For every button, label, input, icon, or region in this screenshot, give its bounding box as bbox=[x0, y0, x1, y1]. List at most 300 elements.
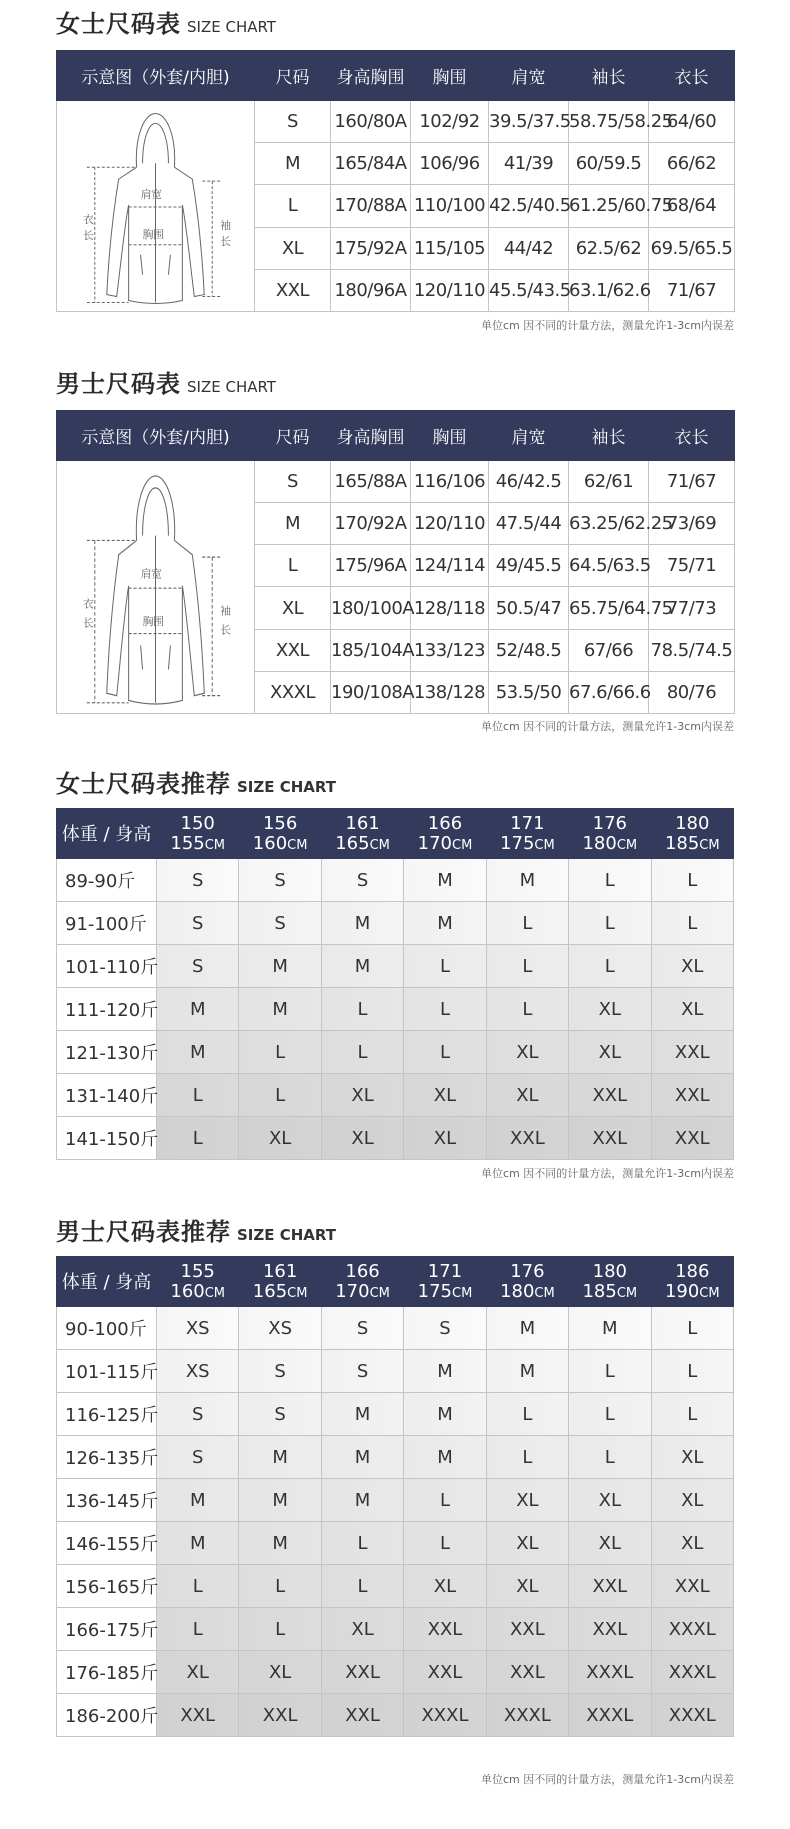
header-height-chest: 身高胸围 bbox=[331, 411, 411, 461]
table-cell: 116/106 bbox=[411, 461, 489, 503]
size-cell: XL bbox=[486, 1074, 568, 1117]
height-unit: CM bbox=[287, 1285, 308, 1301]
table-row bbox=[57, 1307, 734, 1350]
jacket-outline bbox=[136, 113, 174, 167]
size-cell: XL bbox=[569, 1522, 651, 1565]
height-unit: CM bbox=[616, 837, 638, 853]
table-cell: 120/110 bbox=[411, 503, 489, 545]
size-cell: M bbox=[486, 859, 568, 902]
diagram-label-sleeve: 袖 bbox=[220, 218, 231, 232]
table-cell: XXXL bbox=[255, 671, 331, 713]
size-cell: L bbox=[569, 1350, 651, 1393]
diagram-label-length: 衣 bbox=[82, 212, 94, 226]
diagram-label-sleeve: 长 bbox=[220, 234, 231, 248]
height-to-line bbox=[322, 834, 403, 856]
size-cell: XL bbox=[651, 1522, 733, 1565]
table-cell: 75/71 bbox=[649, 545, 735, 587]
table-row bbox=[57, 1694, 734, 1737]
table-cell: 61.25/60.75 bbox=[569, 185, 649, 227]
header-chest: 胸围 bbox=[411, 51, 489, 101]
table-header-row bbox=[57, 809, 734, 859]
size-cell: S bbox=[239, 902, 321, 945]
height-from: 171 bbox=[510, 812, 545, 834]
table-header-row bbox=[57, 1257, 734, 1307]
size-cell: XXL bbox=[321, 1694, 403, 1737]
table-cell: 62.5/62 bbox=[569, 227, 649, 269]
height-from: 161 bbox=[262, 1260, 298, 1282]
table-cell: 60/59.5 bbox=[569, 143, 649, 185]
table-cell: 66/62 bbox=[649, 143, 735, 185]
header-height-range bbox=[157, 809, 239, 859]
height-from: 176 bbox=[510, 1260, 545, 1282]
weight-cell: 116-125斤 bbox=[57, 1393, 157, 1436]
size-cell: L bbox=[404, 1479, 486, 1522]
size-cell: XL bbox=[404, 1117, 486, 1160]
size-cell: XL bbox=[651, 1479, 733, 1522]
size-cell: XL bbox=[239, 1117, 321, 1160]
table-row bbox=[57, 859, 734, 902]
height-from: 180 bbox=[675, 812, 710, 834]
size-cell: M bbox=[321, 1436, 403, 1479]
size-cell: S bbox=[239, 1393, 321, 1436]
height-from: 156 bbox=[262, 812, 298, 834]
table-cell: 42.5/40.5 bbox=[489, 185, 569, 227]
table-cell: 165/88A bbox=[331, 461, 411, 503]
size-cell: L bbox=[157, 1565, 239, 1608]
header-height-range bbox=[404, 1257, 486, 1307]
size-cell: XXL bbox=[404, 1651, 486, 1694]
size-cell: L bbox=[404, 945, 486, 988]
size-cell: XXL bbox=[569, 1117, 651, 1160]
weight-cell: 186-200斤 bbox=[57, 1694, 157, 1737]
diagram-label-sleeve: 袖 bbox=[220, 604, 231, 618]
size-cell: XXL bbox=[651, 1565, 733, 1608]
women-rec-note: 单位cm 因不同的计量方法，测量允许1-3cm内误差 bbox=[481, 1167, 734, 1180]
size-cell: XXXL bbox=[651, 1651, 733, 1694]
men-size-table bbox=[56, 410, 735, 714]
size-cell: XXXL bbox=[486, 1694, 568, 1737]
women-chart-title-en: SIZE CHART bbox=[187, 18, 276, 36]
height-to-line bbox=[157, 1282, 238, 1304]
size-cell: L bbox=[157, 1117, 239, 1160]
table-cell: 175/96A bbox=[331, 545, 411, 587]
table-cell: 69.5/65.5 bbox=[649, 227, 735, 269]
table-cell: 106/96 bbox=[411, 143, 489, 185]
height-unit: CM bbox=[699, 837, 720, 853]
table-cell: 124/114 bbox=[411, 545, 489, 587]
size-cell: S bbox=[239, 859, 321, 902]
height-from: 161 bbox=[345, 812, 380, 834]
size-cell: L bbox=[321, 988, 403, 1031]
height-unit: CM bbox=[616, 1285, 638, 1301]
header-height-range bbox=[569, 809, 651, 859]
height-from: 176 bbox=[592, 812, 627, 834]
table-cell: L bbox=[255, 185, 331, 227]
header-weight-height: 体重 / 身高 bbox=[57, 1257, 157, 1307]
height-to-line bbox=[239, 834, 320, 856]
height-to: 175 bbox=[500, 832, 535, 854]
size-cell: XXL bbox=[157, 1694, 239, 1737]
size-cell: XL bbox=[569, 1479, 651, 1522]
height-to-line bbox=[239, 1282, 320, 1304]
weight-cell: 141-150斤 bbox=[57, 1117, 157, 1160]
men-chart-title bbox=[56, 364, 276, 399]
header-sleeve: 袖长 bbox=[569, 411, 649, 461]
table-cell: 64/60 bbox=[649, 101, 735, 143]
weight-cell: 131-140斤 bbox=[57, 1074, 157, 1117]
jacket-outline bbox=[143, 488, 169, 536]
table-cell: XL bbox=[255, 227, 331, 269]
size-cell: L bbox=[404, 988, 486, 1031]
size-cell: XL bbox=[651, 945, 733, 988]
table-cell: S bbox=[255, 461, 331, 503]
table-cell: S bbox=[255, 101, 331, 143]
height-unit: CM bbox=[452, 837, 473, 853]
table-cell: 67/66 bbox=[569, 629, 649, 671]
jacket-diagram bbox=[57, 101, 254, 311]
size-cell: XXXL bbox=[651, 1608, 733, 1651]
women-rec-title bbox=[56, 764, 336, 799]
height-to: 180 bbox=[582, 832, 617, 854]
size-cell: XS bbox=[239, 1307, 321, 1350]
table-cell: 67.6/66.6 bbox=[569, 671, 649, 713]
weight-cell: 146-155斤 bbox=[57, 1522, 157, 1565]
size-cell: L bbox=[569, 1393, 651, 1436]
size-cell: M bbox=[239, 988, 321, 1031]
height-unit: CM bbox=[369, 1285, 390, 1301]
diagram-label-chest: 胸围 bbox=[142, 615, 164, 629]
size-cell: XXXL bbox=[569, 1694, 651, 1737]
table-cell: XL bbox=[255, 587, 331, 629]
weight-cell: 89-90斤 bbox=[57, 859, 157, 902]
header-diagram: 示意图（外套/内胆) bbox=[57, 411, 255, 461]
size-cell: XL bbox=[651, 1436, 733, 1479]
table-cell: 63.1/62.6 bbox=[569, 269, 649, 311]
table-cell: 73/69 bbox=[649, 503, 735, 545]
size-cell: XL bbox=[486, 1031, 568, 1074]
size-cell: M bbox=[321, 1479, 403, 1522]
height-to: 170 bbox=[417, 832, 452, 854]
men-chart-title-en: SIZE CHART bbox=[187, 378, 276, 396]
height-to: 165 bbox=[252, 1280, 288, 1302]
table-cell: 180/100A bbox=[331, 587, 411, 629]
size-cell: S bbox=[239, 1350, 321, 1393]
weight-cell: 156-165斤 bbox=[57, 1565, 157, 1608]
men-chart-note: 单位cm 因不同的计量方法，测量允许1-3cm内误差 bbox=[481, 720, 734, 733]
size-cell: M bbox=[486, 1350, 568, 1393]
weight-cell: 121-130斤 bbox=[57, 1031, 157, 1074]
size-cell: L bbox=[486, 945, 568, 988]
table-header-row bbox=[57, 51, 735, 101]
size-cell: XL bbox=[486, 1522, 568, 1565]
table-row bbox=[57, 1565, 734, 1608]
size-cell: XXL bbox=[239, 1694, 321, 1737]
table-row bbox=[57, 1608, 734, 1651]
men-rec-note: 单位cm 因不同的计量方法，测量允许1-3cm内误差 bbox=[481, 1773, 734, 1786]
size-cell: XXL bbox=[569, 1608, 651, 1651]
table-cell: 175/92A bbox=[331, 227, 411, 269]
diagram-label-shoulder: 肩宽 bbox=[140, 567, 162, 581]
men-rec-title-cn: 男士尺码表推荐 bbox=[56, 1218, 231, 1246]
height-from: 166 bbox=[427, 812, 463, 834]
table-cell: 49/45.5 bbox=[489, 545, 569, 587]
diagram-cell bbox=[57, 461, 255, 714]
size-cell: M bbox=[239, 1522, 321, 1565]
size-cell: L bbox=[651, 859, 733, 902]
table-cell: 52/48.5 bbox=[489, 629, 569, 671]
size-cell: M bbox=[486, 1307, 568, 1350]
height-unit: CM bbox=[699, 1285, 720, 1301]
weight-cell: 176-185斤 bbox=[57, 1651, 157, 1694]
table-cell: 165/84A bbox=[331, 143, 411, 185]
men-chart-title-cn: 男士尺码表 bbox=[56, 370, 181, 398]
header-height-range bbox=[239, 1257, 321, 1307]
weight-cell: 111-120斤 bbox=[57, 988, 157, 1031]
header-sleeve: 袖长 bbox=[569, 51, 649, 101]
height-to-line bbox=[322, 1282, 403, 1304]
header-height-range bbox=[651, 809, 733, 859]
height-to-line bbox=[569, 1282, 650, 1304]
table-row bbox=[57, 945, 734, 988]
header-weight-height: 体重 / 身高 bbox=[57, 809, 157, 859]
table-cell: 71/67 bbox=[649, 269, 735, 311]
women-chart-title-cn: 女士尺码表 bbox=[56, 10, 181, 38]
height-unit: CM bbox=[534, 1285, 555, 1301]
size-cell: M bbox=[404, 859, 486, 902]
size-cell: L bbox=[404, 1031, 486, 1074]
height-to-line bbox=[487, 1282, 568, 1304]
women-rec-title-en: SIZE CHART bbox=[237, 778, 337, 796]
diagram-label-length: 长 bbox=[82, 616, 94, 630]
table-cell: 110/100 bbox=[411, 185, 489, 227]
header-height-range bbox=[321, 809, 403, 859]
size-cell: XS bbox=[157, 1307, 239, 1350]
height-unit: CM bbox=[204, 1285, 226, 1301]
table-cell: 58.75/58.25 bbox=[569, 101, 649, 143]
size-cell: XXXL bbox=[651, 1694, 733, 1737]
jacket-outline bbox=[168, 255, 170, 275]
diagram-label-shoulder: 肩宽 bbox=[140, 188, 162, 202]
size-cell: XXL bbox=[321, 1651, 403, 1694]
table-cell: 47.5/44 bbox=[489, 503, 569, 545]
size-cell: L bbox=[569, 945, 651, 988]
size-cell: XL bbox=[569, 1031, 651, 1074]
size-cell: XXL bbox=[486, 1651, 568, 1694]
size-cell: L bbox=[157, 1074, 239, 1117]
size-cell: M bbox=[239, 1436, 321, 1479]
size-cell: L bbox=[486, 988, 568, 1031]
size-cell: L bbox=[239, 1608, 321, 1651]
size-cell: XL bbox=[404, 1565, 486, 1608]
size-cell: M bbox=[321, 945, 403, 988]
size-cell: M bbox=[569, 1307, 651, 1350]
height-to-line bbox=[157, 834, 238, 856]
height-to: 160 bbox=[252, 832, 288, 854]
height-to: 180 bbox=[500, 1280, 535, 1302]
size-cell: XXXL bbox=[404, 1694, 486, 1737]
table-row bbox=[57, 1031, 734, 1074]
jacket-outline bbox=[168, 646, 170, 670]
size-cell: XXL bbox=[569, 1565, 651, 1608]
size-cell: XS bbox=[157, 1350, 239, 1393]
table-cell: 62/61 bbox=[569, 461, 649, 503]
size-cell: XL bbox=[321, 1117, 403, 1160]
table-cell: 78.5/74.5 bbox=[649, 629, 735, 671]
men-rec-table bbox=[56, 1256, 734, 1737]
header-height-range bbox=[569, 1257, 651, 1307]
height-unit: CM bbox=[452, 1285, 473, 1301]
size-cell: L bbox=[486, 1393, 568, 1436]
size-cell: S bbox=[157, 1436, 239, 1479]
size-cell: M bbox=[321, 902, 403, 945]
jacket-outline bbox=[141, 646, 143, 670]
table-cell: 102/92 bbox=[411, 101, 489, 143]
women-rec-title-cn: 女士尺码表推荐 bbox=[56, 770, 231, 798]
header-height-range bbox=[486, 809, 568, 859]
size-cell: L bbox=[486, 902, 568, 945]
height-to: 170 bbox=[335, 1280, 370, 1302]
size-cell: XL bbox=[404, 1074, 486, 1117]
table-cell: 138/128 bbox=[411, 671, 489, 713]
size-cell: L bbox=[321, 1031, 403, 1074]
table-cell: 180/96A bbox=[331, 269, 411, 311]
size-cell: M bbox=[239, 1479, 321, 1522]
table-cell: 160/80A bbox=[331, 101, 411, 143]
table-cell: 185/104A bbox=[331, 629, 411, 671]
size-cell: XL bbox=[651, 988, 733, 1031]
size-cell: L bbox=[651, 902, 733, 945]
header-size: 尺码 bbox=[255, 51, 331, 101]
size-cell: M bbox=[404, 1436, 486, 1479]
jacket-diagram bbox=[57, 461, 254, 713]
table-cell: XXL bbox=[255, 269, 331, 311]
height-to-line bbox=[404, 834, 485, 856]
size-cell: XXL bbox=[651, 1031, 733, 1074]
weight-cell: 166-175斤 bbox=[57, 1608, 157, 1651]
table-cell: 128/118 bbox=[411, 587, 489, 629]
size-cell: XXL bbox=[486, 1608, 568, 1651]
table-cell: M bbox=[255, 503, 331, 545]
size-cell: L bbox=[239, 1074, 321, 1117]
size-cell: M bbox=[239, 945, 321, 988]
height-to-line bbox=[652, 834, 733, 856]
height-to-line bbox=[652, 1282, 733, 1304]
header-size: 尺码 bbox=[255, 411, 331, 461]
table-cell: 63.25/62.25 bbox=[569, 503, 649, 545]
size-cell: S bbox=[157, 902, 239, 945]
table-cell: 68/64 bbox=[649, 185, 735, 227]
size-cell: XXL bbox=[651, 1074, 733, 1117]
height-unit: CM bbox=[534, 837, 555, 853]
height-from: 155 bbox=[180, 1260, 215, 1282]
height-to: 175 bbox=[417, 1280, 452, 1302]
table-cell: 41/39 bbox=[489, 143, 569, 185]
size-cell: L bbox=[651, 1350, 733, 1393]
table-cell: 170/92A bbox=[331, 503, 411, 545]
table-cell: 46/42.5 bbox=[489, 461, 569, 503]
size-cell: L bbox=[569, 859, 651, 902]
table-cell: 80/76 bbox=[649, 671, 735, 713]
table-cell: 77/73 bbox=[649, 587, 735, 629]
table-row bbox=[57, 461, 735, 503]
size-cell: L bbox=[569, 1436, 651, 1479]
size-cell: L bbox=[651, 1307, 733, 1350]
size-cell: M bbox=[157, 1479, 239, 1522]
header-shoulder: 肩宽 bbox=[489, 411, 569, 461]
diagram-label-length: 衣 bbox=[82, 597, 94, 611]
size-cell: S bbox=[321, 1307, 403, 1350]
height-to: 160 bbox=[170, 1280, 205, 1302]
table-cell: 45.5/43.5 bbox=[489, 269, 569, 311]
height-to: 165 bbox=[335, 832, 370, 854]
women-size-table bbox=[56, 50, 735, 312]
size-cell: XXXL bbox=[569, 1651, 651, 1694]
height-to-line bbox=[404, 1282, 485, 1304]
size-cell: L bbox=[321, 1522, 403, 1565]
women-rec-table bbox=[56, 808, 734, 1160]
table-cell: 170/88A bbox=[331, 185, 411, 227]
height-to-line bbox=[569, 834, 650, 856]
header-height-range bbox=[404, 809, 486, 859]
size-cell: L bbox=[404, 1522, 486, 1565]
header-length: 衣长 bbox=[649, 411, 735, 461]
size-cell: S bbox=[157, 945, 239, 988]
table-row bbox=[57, 1117, 734, 1160]
table-header-row bbox=[57, 411, 735, 461]
table-row bbox=[57, 902, 734, 945]
table-cell: 120/110 bbox=[411, 269, 489, 311]
height-from: 171 bbox=[427, 1260, 463, 1282]
size-cell: S bbox=[321, 1350, 403, 1393]
size-cell: XL bbox=[321, 1074, 403, 1117]
size-cell: L bbox=[239, 1031, 321, 1074]
table-row bbox=[57, 988, 734, 1031]
size-cell: XL bbox=[157, 1651, 239, 1694]
table-cell: 64.5/63.5 bbox=[569, 545, 649, 587]
size-cell: L bbox=[486, 1436, 568, 1479]
table-row bbox=[57, 1436, 734, 1479]
table-cell: 50.5/47 bbox=[489, 587, 569, 629]
header-length: 衣长 bbox=[649, 51, 735, 101]
table-row bbox=[57, 1479, 734, 1522]
weight-cell: 101-110斤 bbox=[57, 945, 157, 988]
weight-cell: 126-135斤 bbox=[57, 1436, 157, 1479]
height-unit: CM bbox=[287, 837, 308, 853]
height-to: 185 bbox=[582, 1280, 617, 1302]
table-cell: 115/105 bbox=[411, 227, 489, 269]
size-cell: M bbox=[404, 1393, 486, 1436]
size-cell: L bbox=[157, 1608, 239, 1651]
height-from: 180 bbox=[592, 1260, 627, 1282]
diagram-cell bbox=[57, 101, 255, 312]
height-unit: CM bbox=[369, 837, 390, 853]
size-cell: XL bbox=[239, 1651, 321, 1694]
size-cell: XL bbox=[486, 1479, 568, 1522]
header-shoulder: 肩宽 bbox=[489, 51, 569, 101]
header-height-range bbox=[157, 1257, 239, 1307]
diagram-label-length: 长 bbox=[82, 228, 94, 242]
height-unit: CM bbox=[204, 837, 226, 853]
header-height-range bbox=[486, 1257, 568, 1307]
table-row bbox=[57, 101, 735, 143]
size-cell: M bbox=[157, 988, 239, 1031]
size-cell: M bbox=[404, 902, 486, 945]
size-cell: L bbox=[239, 1565, 321, 1608]
men-rec-title-en: SIZE CHART bbox=[237, 1226, 337, 1244]
size-cell: XL bbox=[569, 988, 651, 1031]
size-cell: XXL bbox=[404, 1608, 486, 1651]
size-cell: M bbox=[157, 1522, 239, 1565]
